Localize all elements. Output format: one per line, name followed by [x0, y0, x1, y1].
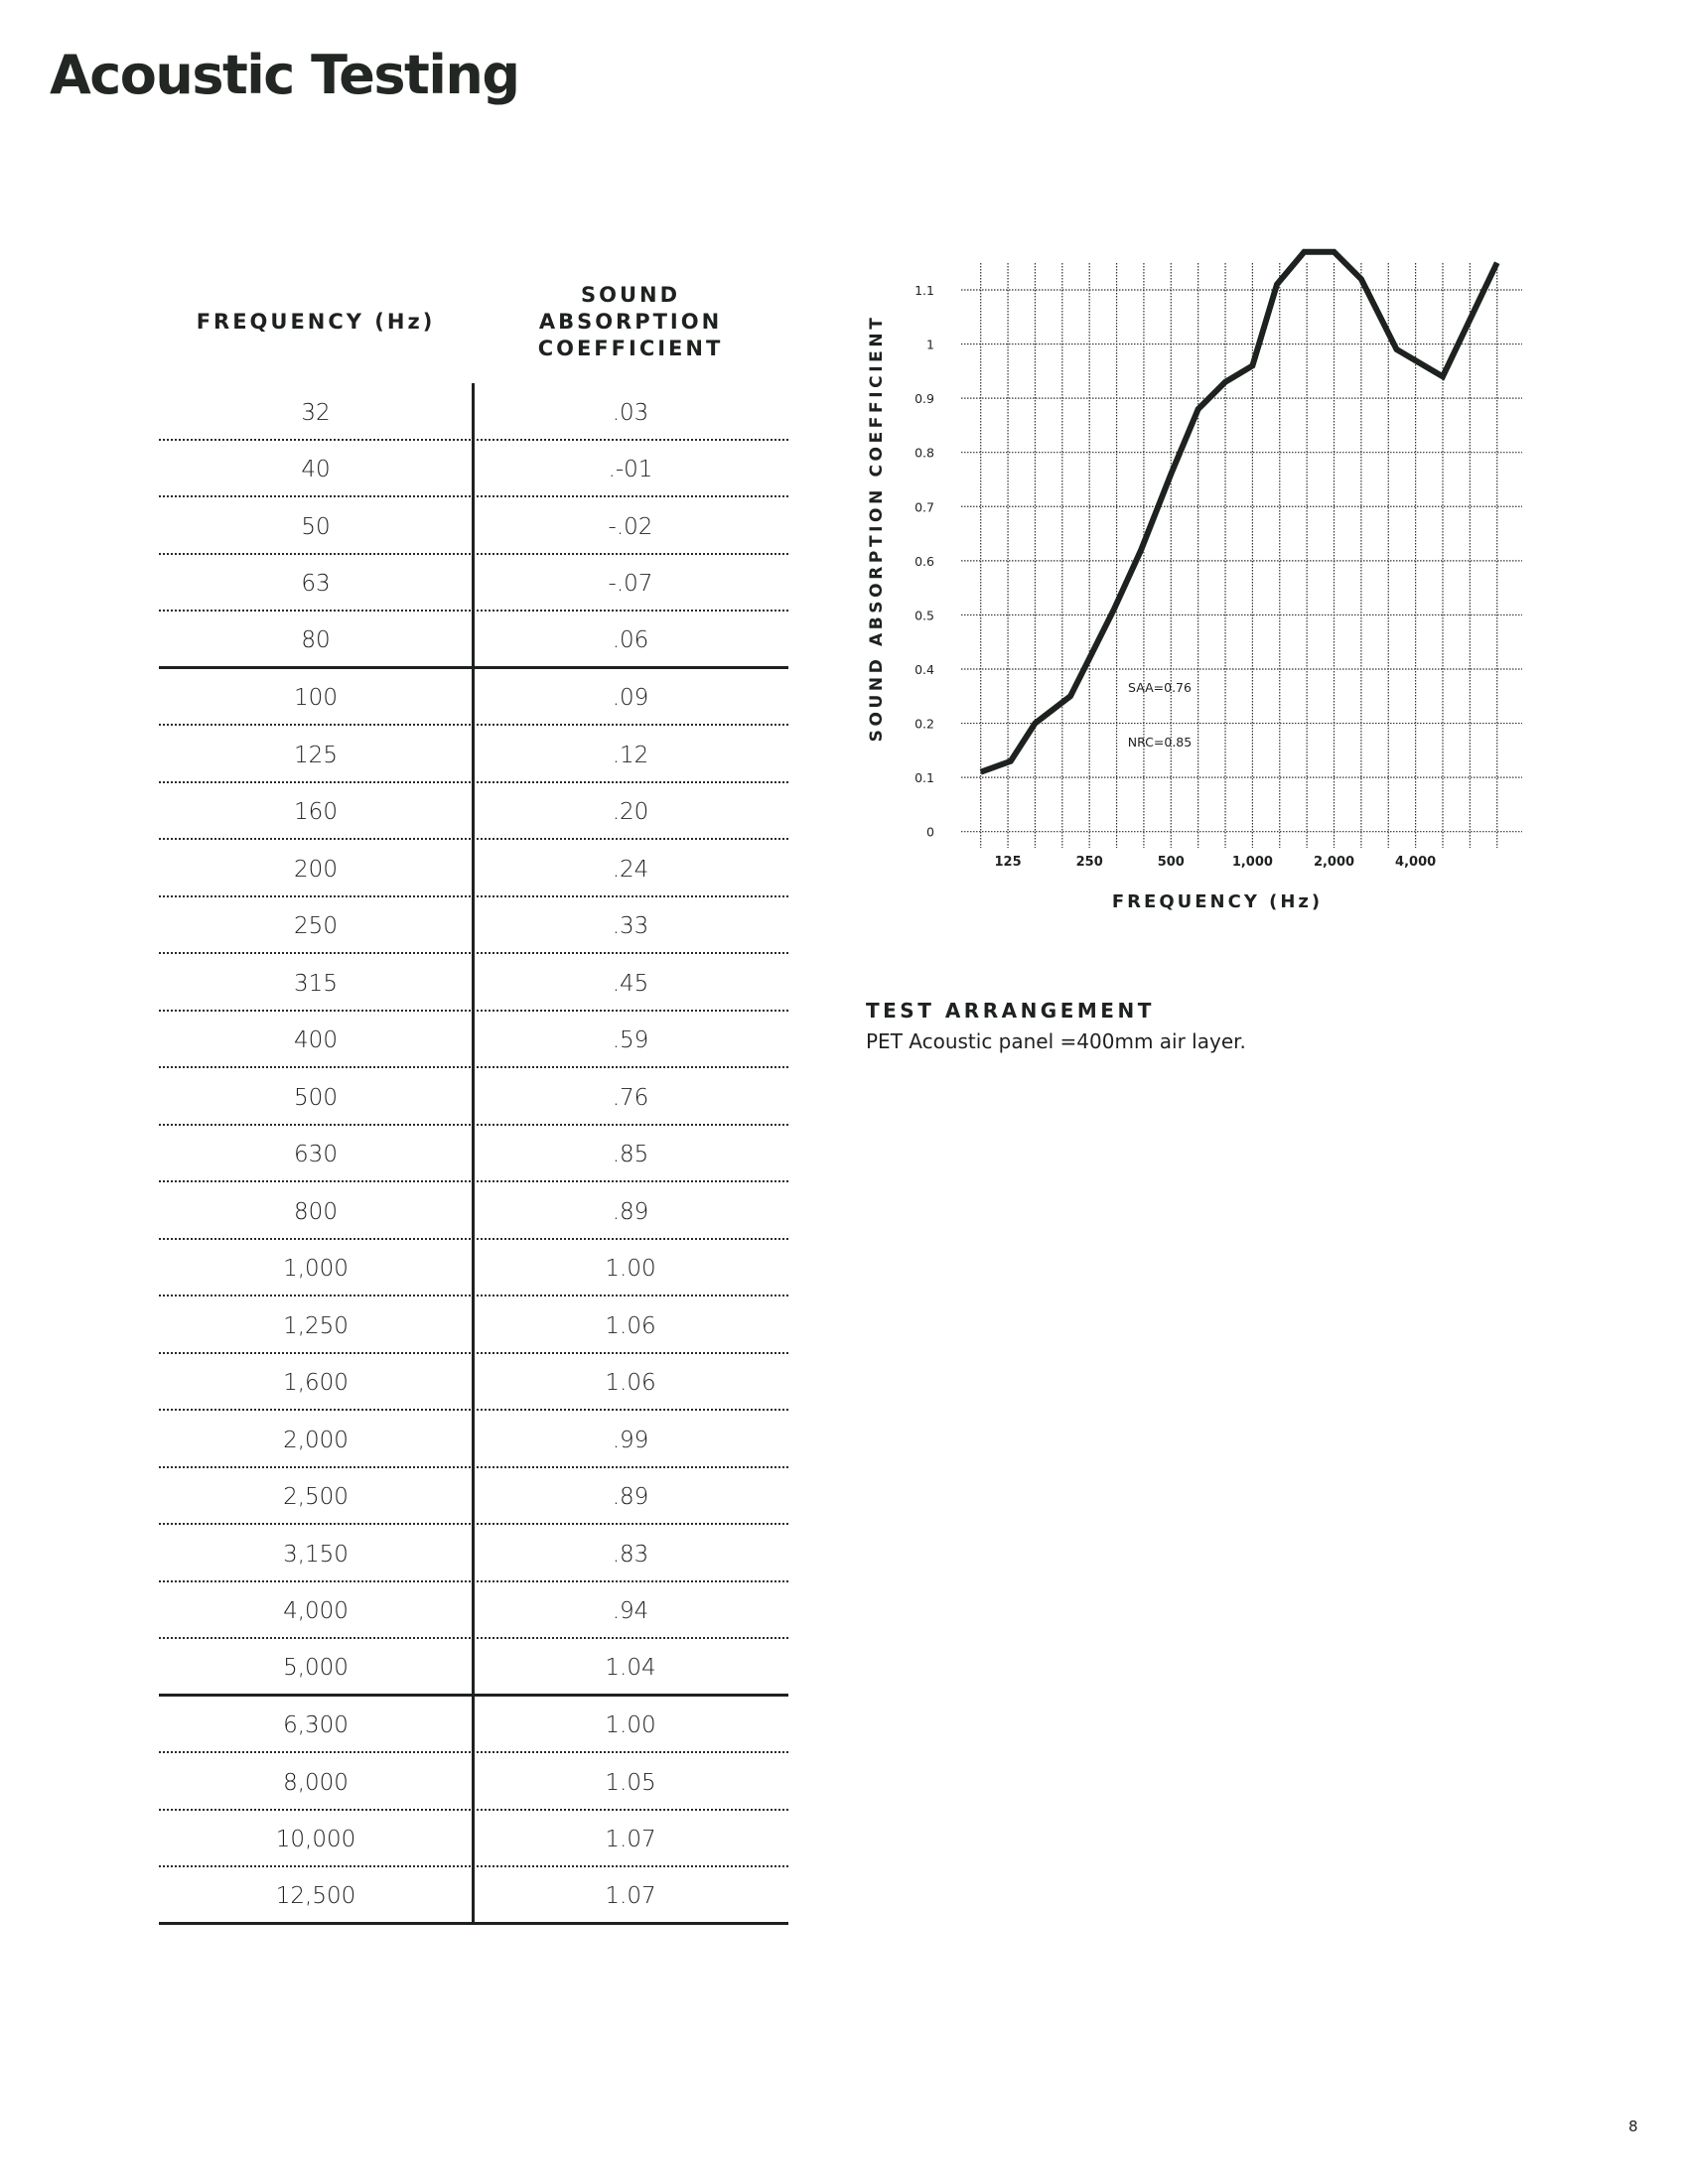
coefficient-cell: .45: [612, 970, 649, 997]
x-tick-label: 125: [994, 855, 1022, 870]
coefficient-cell: 1.06: [605, 1370, 656, 1397]
frequency-cell: 63: [301, 571, 331, 598]
frequency-cell: 630: [294, 1142, 338, 1168]
y-tick-label: 0.2: [914, 716, 934, 732]
y-tick-label: 1.1: [914, 283, 934, 298]
y-tick-label: 0.6: [914, 553, 934, 569]
frequency-cell: 160: [294, 799, 338, 826]
frequency-column-header: FREQUENCY (Hz): [196, 310, 436, 334]
coefficient-cell: .59: [612, 1027, 649, 1054]
y-tick-label: 0.8: [914, 445, 934, 461]
coefficient-cell: -.02: [608, 513, 653, 540]
test-arrangement-heading: TEST ARRANGEMENT: [866, 999, 1155, 1023]
frequency-cell: 100: [294, 685, 338, 712]
frequency-cell: 500: [294, 1084, 338, 1111]
y-tick-label: 0.9: [914, 391, 934, 407]
coefficient-cell: 1.07: [605, 1883, 656, 1910]
frequency-cell: 1,000: [283, 1256, 349, 1283]
coefficient-cell: 1.07: [605, 1827, 656, 1853]
frequency-cell: 3,150: [283, 1541, 349, 1568]
y-tick-label: 0.1: [914, 770, 934, 786]
x-tick-label: 4,000: [1395, 855, 1437, 870]
frequency-cell: 12,500: [275, 1883, 356, 1910]
frequency-cell: 50: [301, 513, 331, 540]
frequency-cell: 800: [294, 1198, 338, 1225]
coefficient-header-line: ABSORPTION: [538, 310, 723, 334]
frequency-cell: 1,600: [283, 1370, 349, 1397]
y-tick-label: 0.7: [914, 499, 934, 515]
coefficient-cell: .-01: [608, 457, 653, 483]
x-axis-title: FREQUENCY (Hz): [1111, 891, 1324, 912]
coefficient-cell: .94: [612, 1598, 649, 1625]
frequency-cell: 400: [294, 1027, 338, 1054]
frequency-cell: 40: [301, 457, 331, 483]
test-arrangement-description: PET Acoustic panel =400mm air layer.: [866, 1029, 1246, 1053]
coefficient-cell: 1.00: [605, 1256, 656, 1283]
frequency-cell: 2,000: [283, 1427, 349, 1453]
coefficient-cell: .09: [612, 685, 649, 712]
page-number: 8: [1628, 2117, 1638, 2135]
coefficient-cell: .83: [612, 1541, 649, 1568]
frequency-cell: 32: [301, 399, 331, 426]
coefficient-cell: .06: [612, 627, 649, 654]
frequency-cell: 200: [294, 856, 338, 883]
x-tick-label: 500: [1157, 855, 1185, 870]
frequency-cell: 80: [301, 627, 331, 654]
y-tick-label: 1: [926, 337, 934, 352]
frequency-cell: 10,000: [275, 1827, 356, 1853]
frequency-cell: 6,300: [283, 1712, 349, 1739]
coefficient-cell: .24: [612, 856, 649, 883]
coefficient-cell: .89: [612, 1198, 649, 1225]
coefficient-cell: .12: [612, 742, 649, 768]
coefficient-header-line: SOUND: [580, 283, 681, 307]
nrc-annotation: NRC=0.85: [1127, 735, 1193, 750]
frequency-cell: 4,000: [283, 1598, 349, 1625]
x-tick-label: 250: [1075, 855, 1103, 870]
y-tick-label: 0.4: [914, 661, 934, 677]
coefficient-cell: .76: [612, 1084, 649, 1111]
x-tick-label: 2,000: [1313, 855, 1355, 870]
coefficient-cell: .99: [612, 1427, 649, 1453]
coefficient-cell: 1.00: [605, 1712, 656, 1739]
coefficient-cell: .33: [612, 913, 649, 940]
frequency-cell: 315: [294, 970, 338, 997]
absorption-line-chart: [0, 0, 1688, 953]
frequency-cell: 125: [294, 742, 338, 768]
frequency-cell: 250: [294, 913, 338, 940]
frequency-cell: 2,500: [283, 1484, 349, 1511]
y-axis-title: SOUND ABSORPTION COEFFICIENT: [867, 314, 887, 743]
x-tick-label: 1,000: [1231, 855, 1273, 870]
y-tick-label: 0: [926, 824, 934, 840]
frequency-cell: 8,000: [283, 1769, 349, 1796]
absorption-series-line: [981, 252, 1497, 772]
coefficient-cell: .03: [612, 399, 649, 426]
y-tick-label: 0.5: [914, 608, 934, 623]
frequency-cell: 5,000: [283, 1655, 349, 1682]
coefficient-cell: 1.04: [605, 1655, 656, 1682]
coefficient-cell: .20: [612, 799, 649, 826]
frequency-cell: 1,250: [283, 1312, 349, 1339]
coefficient-cell: 1.06: [605, 1312, 656, 1339]
coefficient-cell: 1.05: [605, 1769, 656, 1796]
coefficient-cell: .89: [612, 1484, 649, 1511]
coefficient-cell: .85: [612, 1142, 649, 1168]
saa-annotation: SAA=0.76: [1128, 680, 1192, 695]
coefficient-header-line: COEFFICIENT: [537, 337, 724, 360]
page-title: Acoustic Testing: [50, 44, 519, 106]
coefficient-cell: -.07: [608, 571, 653, 598]
